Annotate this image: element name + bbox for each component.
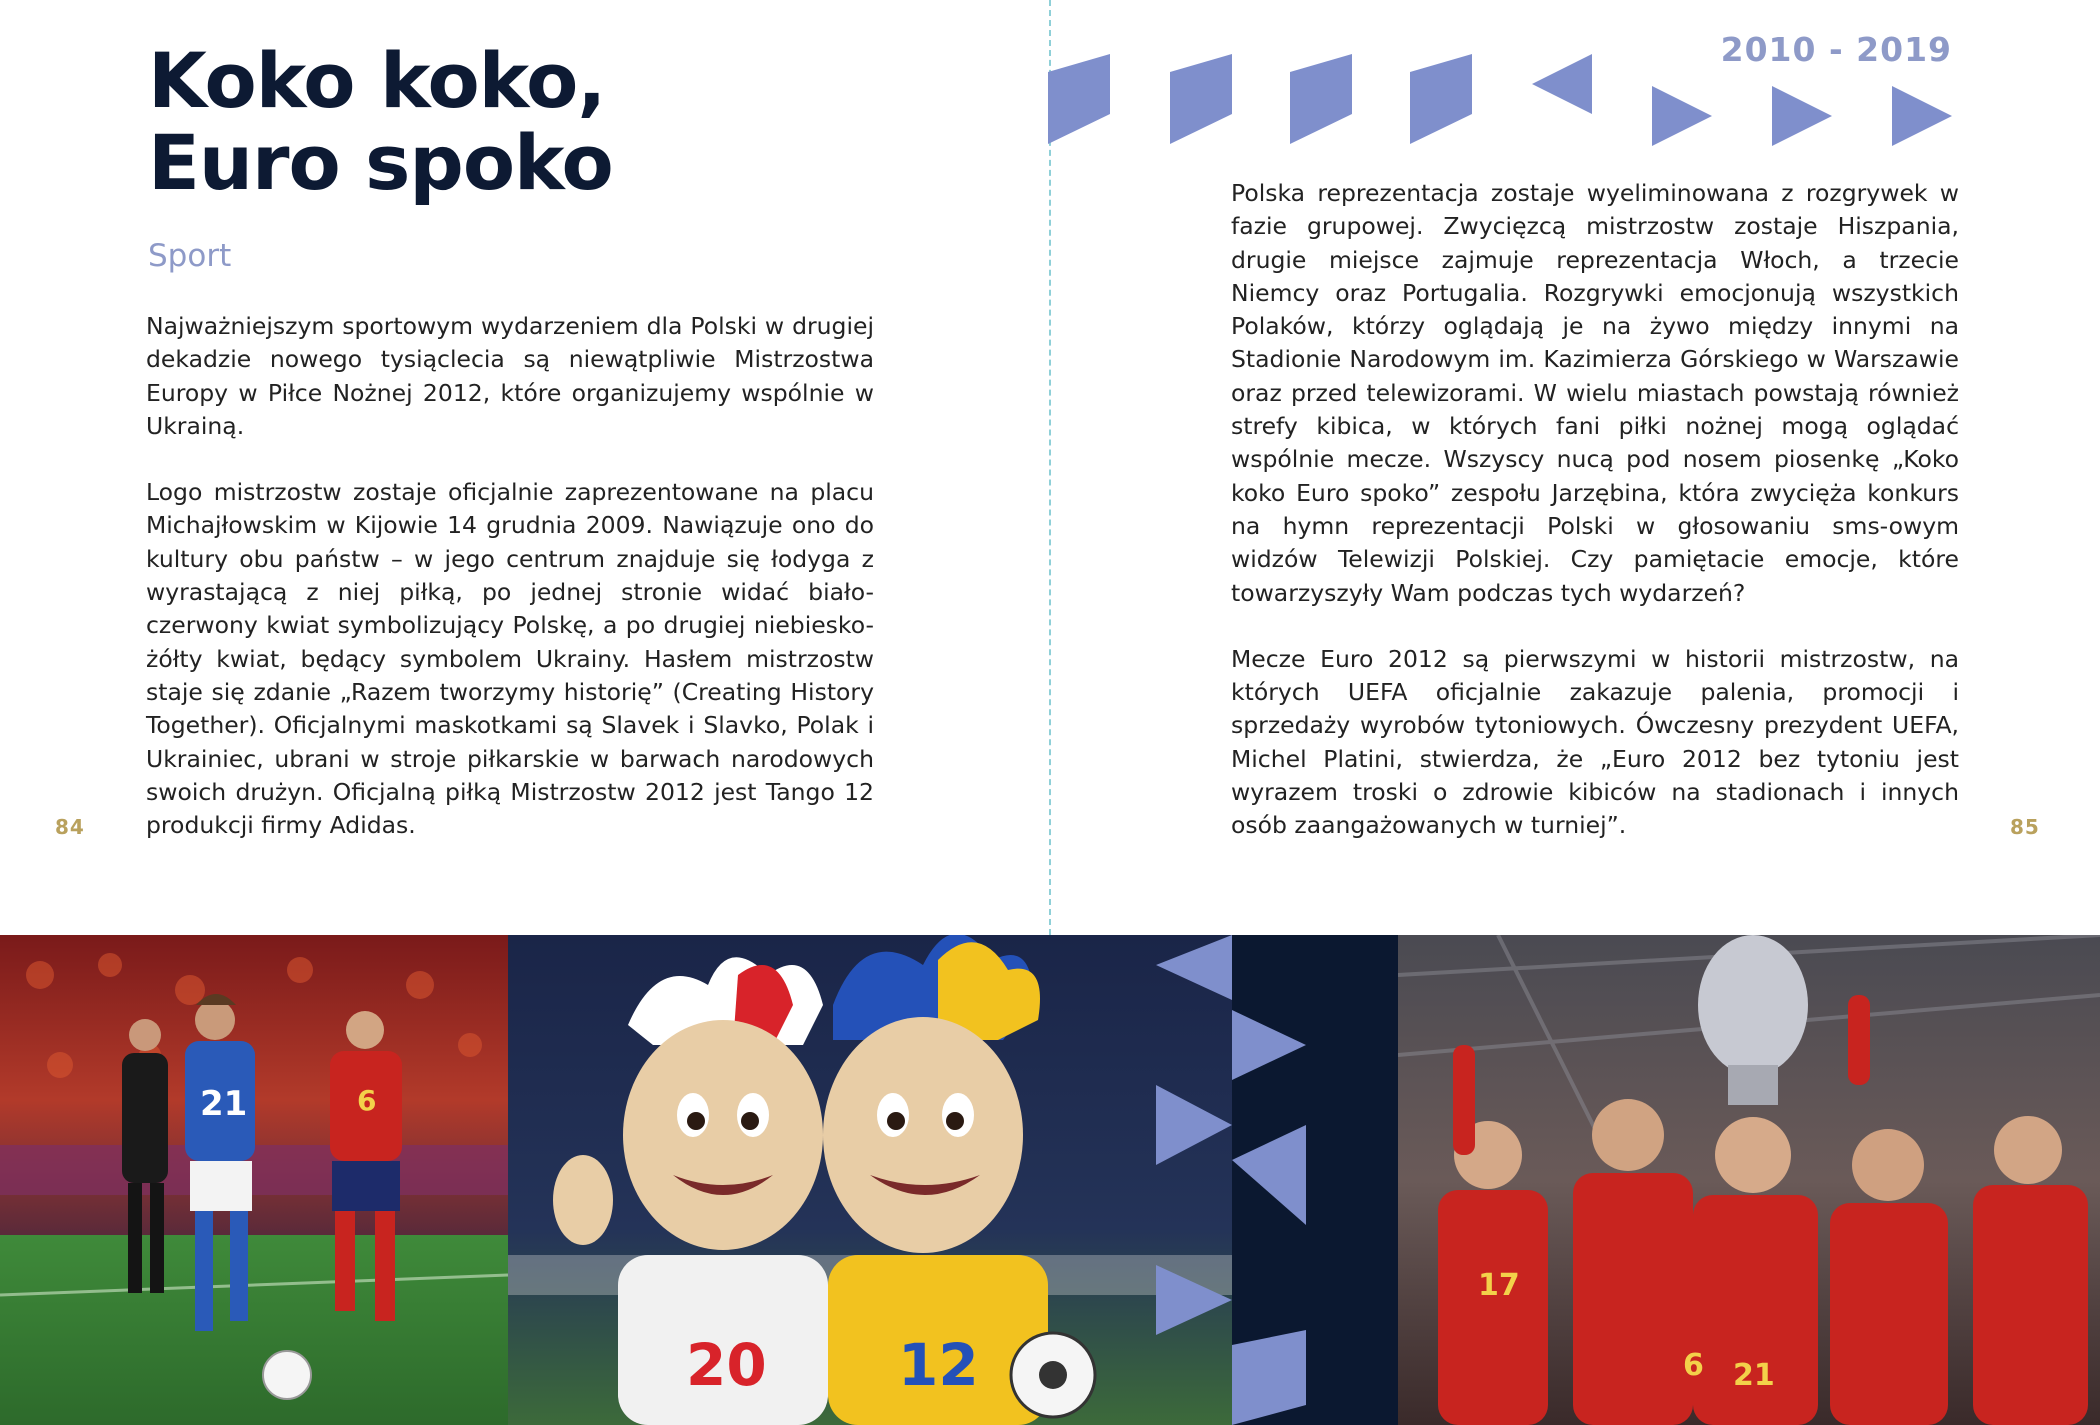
page-number-left: 84	[55, 815, 85, 839]
triangle-shape	[1892, 86, 1952, 146]
jersey-number-spain-1: 17	[1478, 1268, 1520, 1303]
left-paragraph-2: Logo mistrzostw zostaje oficjalnie zaprezentowane na placu Michajłowskim w Kijowie 14 grudnia 2009. Nawiązuje ono do kultury obu państw – w jego centrum znajduje się łodyga z wyrastającą z niej piłką, po jednej stronie widać biało-czerwony kwiat symbolizujący Polskę, a po drugiej niebiesko-żółty kwiat, będący symbolem Ukrainy. Hasłem mistrzostw staje się zdanie „Razem tworzymy historię” (Creating History Together). Oficjalnymi maskotkami są Slavek i Slavko, Polak i Ukrainiec, ubrani w stroje piłkarskie w barwach narodowych swoich drużyn. Oficjalną piłką Mistrzostw 2012 jest Tango 12 produkcji firmy Adidas.	[146, 478, 874, 840]
triangle-shape	[1772, 86, 1832, 146]
triangle-shape	[1170, 54, 1232, 144]
football-ball	[263, 1351, 311, 1399]
triangle-shape	[1156, 1085, 1232, 1165]
triangle-shape	[1048, 54, 1110, 144]
jersey-number-slavko: 12	[898, 1331, 979, 1399]
page-number-right: 85	[2010, 815, 2040, 839]
photo-spain-celebration	[1398, 935, 2100, 1425]
triangle-shape	[1410, 54, 1472, 144]
article-title	[148, 36, 613, 207]
jersey-number-slavek: 20	[686, 1331, 767, 1399]
section-label: Sport	[148, 238, 232, 274]
jersey-number-spain: 6	[357, 1084, 377, 1117]
title-line-2: Euro spoko	[148, 118, 613, 207]
decade-label: 2010 - 2019	[1720, 30, 1952, 69]
triangle-shape	[1156, 935, 1232, 1000]
mascot-slavko	[823, 935, 1048, 1425]
triangle-pattern-middle	[1156, 935, 1398, 1425]
right-paragraph-2: Mecze Euro 2012 są pierwszymi w historii mistrzostw, na których UEFA oficjalnie zakazuje palenia, promocji i sprzedaży wyrobów tytoniowych. Ówczesny prezydent UEFA, Michel Platini, stwierdza, że „Euro 2012 bez tytoniu jest wyrazem troski o zdrowie kibiców na stadionach i innych osób zaangażowanych w turniej”.	[1231, 644, 1959, 840]
triangle-shape	[1156, 1265, 1232, 1335]
title-line-1: Koko koko,	[148, 36, 606, 125]
jersey-number-italy: 21	[200, 1084, 248, 1124]
jersey-number-spain-3: 21	[1733, 1358, 1775, 1393]
photo-football-match	[0, 935, 508, 1425]
left-column-text	[146, 310, 874, 875]
triangle-shape	[1290, 54, 1352, 144]
triangle-shape	[1652, 86, 1712, 146]
left-paragraph-1: Najważniejszym sportowym wydarzeniem dla Polski w drugiej dekadzie nowego tysiąclecia są niewątpliwie Mistrzostwa Europy w Piłce Nożnej 2012, które organizujemy wspólnie w Ukrainą.	[146, 312, 874, 440]
triangle-shape	[1532, 54, 1592, 114]
jersey-number-spain-2: 6	[1683, 1348, 1704, 1383]
photo-mascots	[508, 935, 1232, 1425]
right-column-text	[1231, 177, 1959, 876]
triangle-pattern-top	[1048, 54, 1958, 150]
right-paragraph-1: Polska reprezentacja zostaje wyeliminowana z rozgrywek w fazie grupowej. Zwycięzcą mistrzostw zostaje Hiszpania, drugie miejsce zajmuje reprezentacja Włoch, a trzecie Niemcy oraz Portugalia. Rozgrywki emocjonują wszystkich Polaków, którzy oglądają je na żywo między innymi na Stadionie Narodowym im. Kazimierza Górskiego w Warszawie oraz przed telewizorami. W wielu miastach powstają również strefy kibica, w których fani piłki nożnej mogą oglądać wspólnie mecze. Wszyscy nucą pod nosem piosenkę „Koko koko Euro spoko” zespołu Jarzębina, która zwycięża konkurs na hymn reprezentacji Polski w głosowaniu sms-owym widzów Telewizji Polskiej. Czy pamiętacie emocje, które towarzyszyły Wam podczas tych wydarzeń?	[1231, 179, 1959, 607]
